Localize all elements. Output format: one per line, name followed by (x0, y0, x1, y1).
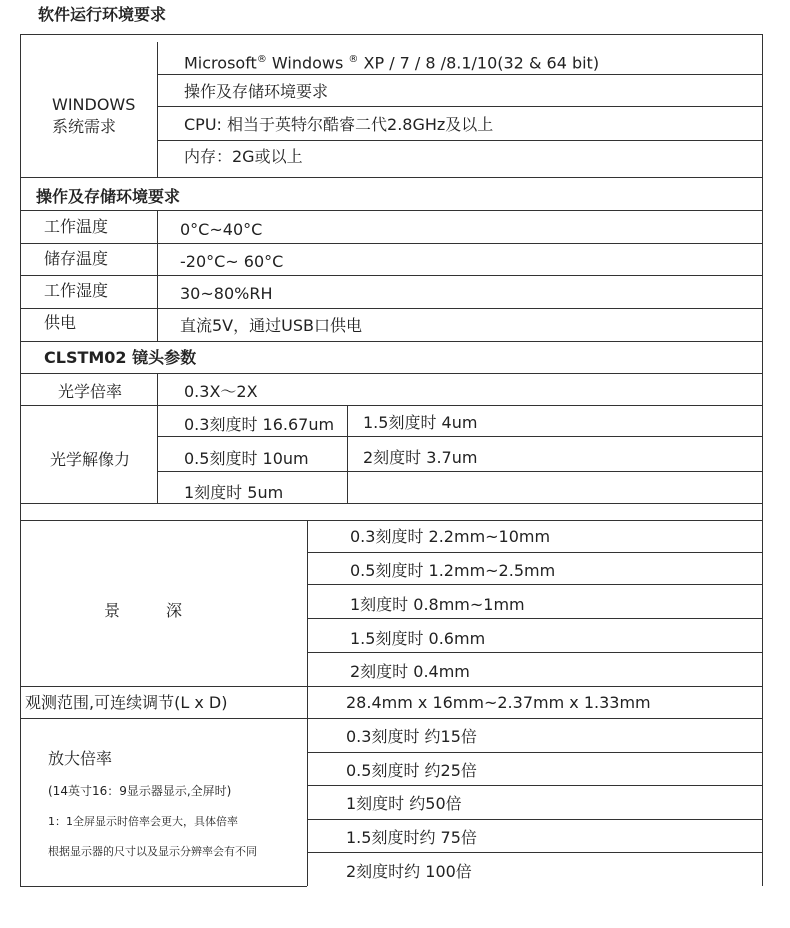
rule (20, 34, 762, 35)
rule (307, 552, 762, 553)
depth-value: 1.5刻度时 0.6mm (350, 629, 486, 648)
env-label: 工作湿度 (44, 281, 109, 300)
rule (307, 852, 762, 853)
optical-magnification-label: 光学倍率 (58, 382, 123, 401)
rule (20, 341, 21, 520)
rule (307, 520, 308, 886)
depth-label-char: 景 (104, 601, 121, 620)
resolution-cell: 1.5刻度时 4um (363, 413, 478, 432)
rule (20, 275, 762, 276)
rule (157, 471, 762, 472)
rule (20, 520, 762, 521)
rule (20, 243, 762, 244)
depth-value: 0.5刻度时 1.2mm~2.5mm (350, 561, 556, 580)
environment-title: 操作及存储环境要求 (36, 187, 181, 206)
rule (20, 341, 762, 342)
rule (307, 819, 762, 820)
env-value: 30~80%RH (180, 284, 273, 303)
zoom-value: 0.5刻度时 约25倍 (346, 761, 477, 780)
depth-label-char: 深 (166, 601, 183, 620)
rule (20, 373, 762, 374)
resolution-cell: 0.5刻度时 10um (184, 449, 309, 468)
depth-value: 0.3刻度时 2.2mm~10mm (350, 527, 551, 546)
rule (347, 405, 348, 503)
rule (307, 785, 762, 786)
rule (20, 177, 21, 341)
windows-label: WINDOWS (52, 95, 136, 114)
rule (20, 308, 762, 309)
rule (307, 584, 762, 585)
rule (20, 686, 762, 687)
zoom-note: 1：1全屏显示时倍率会更大，具体倍率 (48, 815, 238, 828)
os-support-text: Microsoft® Windows ® XP / 7 / 8 /8.1/10(32 & 64 bit) (184, 53, 600, 73)
env-req-text: 操作及存储环境要求 (184, 82, 329, 101)
depth-value: 2刻度时 0.4mm (350, 662, 470, 681)
zoom-note: 根据显示器的尺寸以及显示分辨率会有不同 (48, 845, 257, 858)
system-requirements-label: 系统需求 (52, 117, 117, 136)
env-label: 供电 (44, 313, 77, 332)
memory-text: 内存：2G或以上 (184, 147, 303, 166)
zoom-value: 0.3刻度时 约15倍 (346, 727, 477, 746)
rule (307, 752, 762, 753)
rule (762, 520, 763, 886)
env-label: 储存温度 (44, 249, 109, 268)
env-label: 工作温度 (44, 217, 109, 236)
rule (157, 140, 762, 141)
rule (157, 42, 158, 177)
rule (20, 34, 21, 177)
rule (157, 74, 762, 75)
rule (20, 405, 762, 406)
zoom-value: 1.5刻度时约 75倍 (346, 828, 477, 847)
optical-resolution-label: 光学解像力 (50, 450, 131, 469)
observation-range-label: 观测范围,可连续调节(L x D) (25, 693, 228, 712)
rule (20, 210, 762, 211)
zoom-value: 2刻度时约 100倍 (346, 862, 472, 881)
observation-range-value: 28.4mm x 16mm~2.37mm x 1.33mm (346, 693, 651, 712)
rule (307, 652, 762, 653)
zoom-label: 放大倍率 (48, 749, 113, 768)
cpu-text: CPU: 相当于英特尔酷睿二代2.8GHz及以上 (184, 115, 494, 134)
rule (20, 718, 762, 719)
optical-magnification-value: 0.3X～2X (184, 382, 258, 401)
env-value: -20°C~ 60°C (180, 252, 284, 271)
resolution-cell: 2刻度时 3.7um (363, 448, 478, 467)
rule (157, 106, 762, 107)
rule (20, 177, 762, 178)
env-value: 直流5V，通过USB口供电 (180, 316, 362, 335)
env-value: 0°C~40°C (180, 220, 263, 239)
zoom-note: (14英寸16：9显示器显示,全屏时) (48, 784, 232, 798)
rule (20, 886, 307, 887)
rule (157, 373, 158, 503)
rule (762, 341, 763, 520)
software-title: 软件运行环境要求 (38, 5, 167, 24)
resolution-cell: 0.3刻度时 16.67um (184, 415, 335, 434)
rule (157, 210, 158, 341)
rule (157, 436, 762, 437)
resolution-cell: 1刻度时 5um (184, 483, 284, 502)
rule (762, 177, 763, 341)
rule (307, 618, 762, 619)
rule (20, 520, 21, 886)
depth-value: 1刻度时 0.8mm~1mm (350, 595, 525, 614)
rule (762, 34, 763, 177)
rule (20, 503, 762, 504)
zoom-value: 1刻度时 约50倍 (346, 794, 462, 813)
lens-title: CLSTM02 镜头参数 (44, 348, 197, 367)
